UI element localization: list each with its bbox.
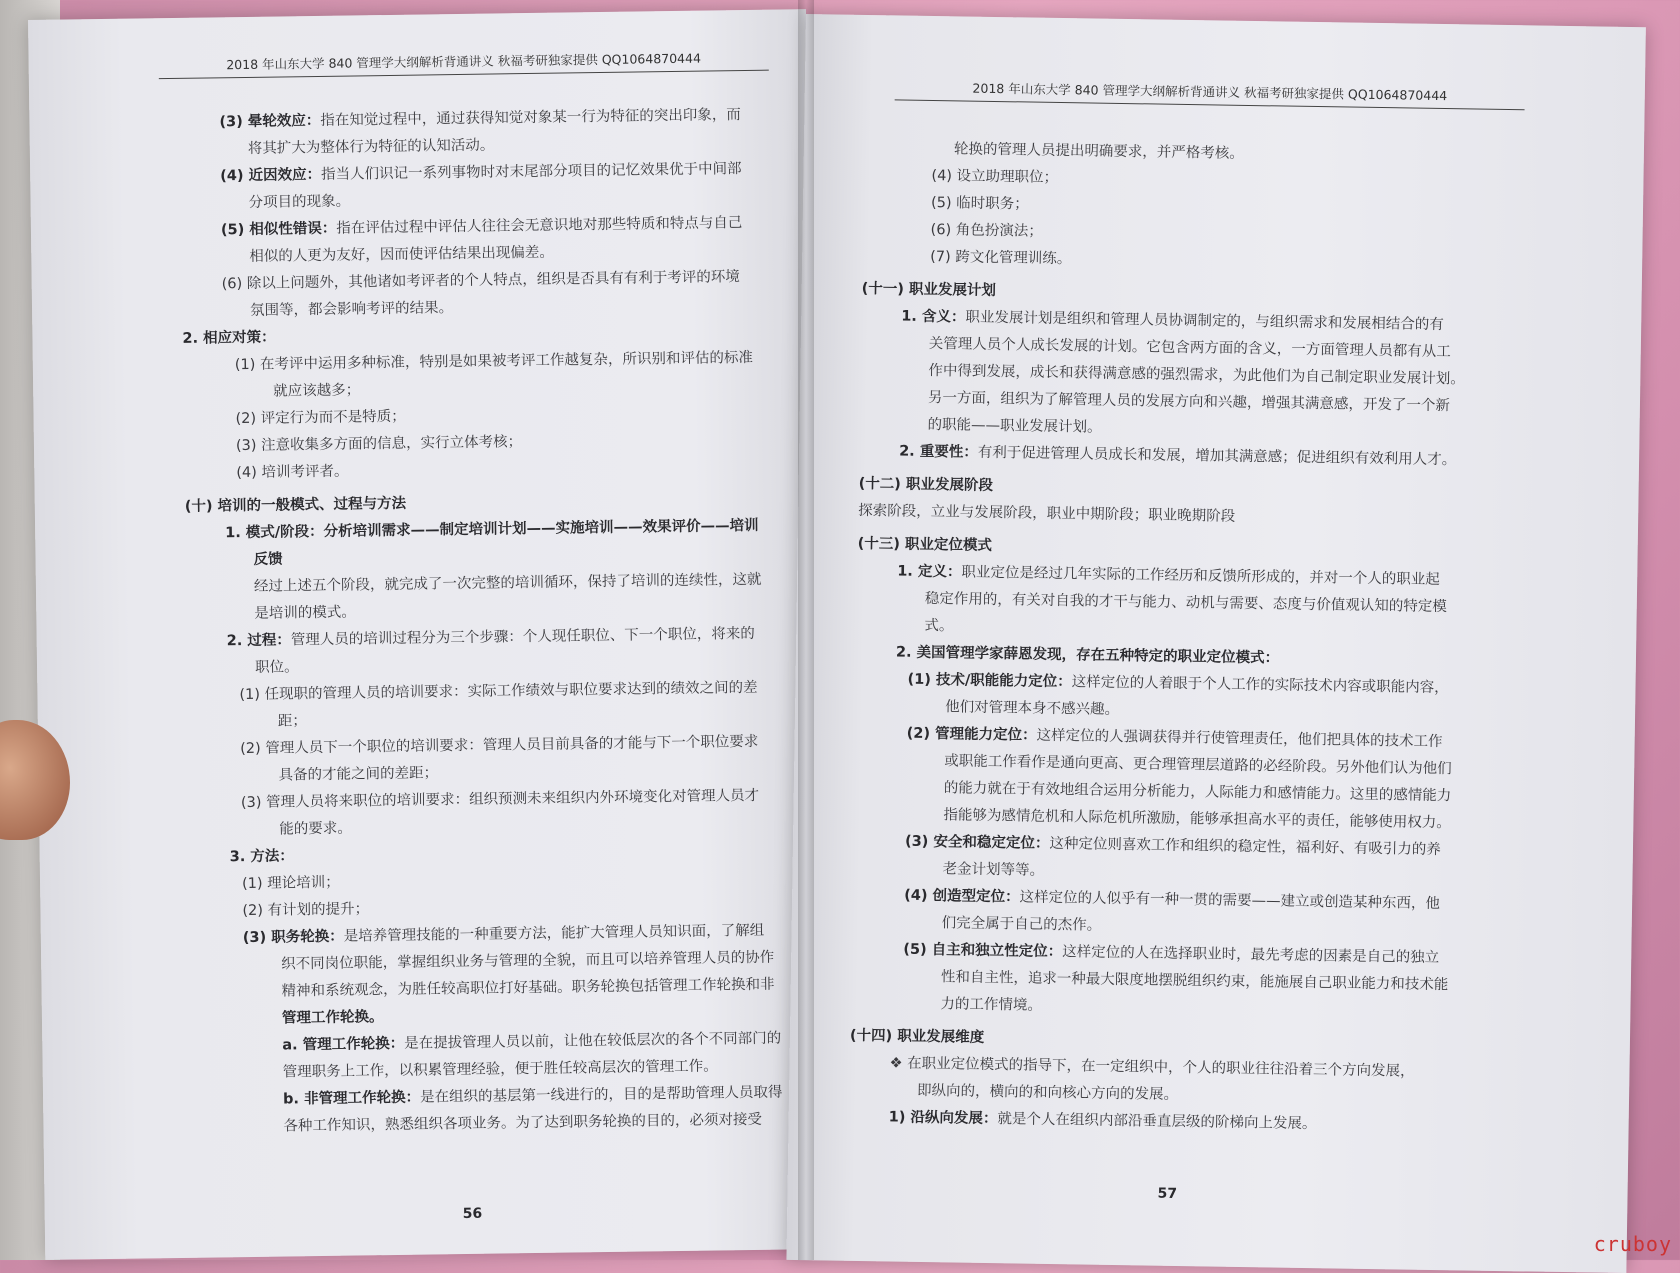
line-label: 1. 定义： [897,563,962,581]
watermark: cruboy [1593,1232,1672,1256]
line-text: 的职能——职业发展计划。 [927,416,1102,436]
line-label: (十四) 职业发展维度 [849,1027,985,1046]
line-text: 另一方面，组织为了解管理人员的发展方向和兴趣，增强其满意感，开发了一个新 [927,389,1451,415]
line-label: 1) 沿纵向发展： [888,1109,998,1128]
line-label: (1) 技术/职能能力定位： [907,671,1072,691]
line-text: 将其扩大为整体行为特征的认知活动。 [247,137,495,157]
line-label: (十) 培训的一般模式、过程与方法 [184,495,407,515]
line-text: 是在提拔管理人员以前，让他在较低层次的各个不同部门的 [404,1030,782,1052]
line-text: (3) 管理人员将来职位的培训要求：组织预测未来组织内外环境变化对管理人员才 [240,787,760,812]
line-label: (十一) 职业发展计划 [861,280,997,300]
line-label: a. 管理工作轮换： [282,1035,405,1054]
line-text: 这样定位的人着眼于个人工作的实际技术内容或职能内容， [1071,674,1449,697]
book-spine [798,0,814,1260]
line-label: (3) 晕轮效应： [219,112,321,131]
line-text: 能的要求。 [279,820,352,838]
line-text: 氛围等，都会影响考评的结果。 [249,300,454,319]
line-text: (1) 任现职的管理人员的培训要求：实际工作绩效与职位要求达到的绩效之间的差 [239,679,758,704]
line-text: 这种定位则喜欢工作和组织的稳定性，福利好、有吸引力的养 [1049,835,1441,859]
line-text: 就应该越多； [273,382,361,400]
line-text: (6) 除以上问题外，其他诸如考评者的个人特点，组织是否具有有利于考评的环境 [221,269,740,293]
line-label: 2. 相应对策： [182,329,276,347]
line-text: 是培养管理技能的一种重要方法，能扩大管理人员知识面，了解组 [343,922,765,945]
line-text: 们完全属于自己的杰作。 [941,915,1102,934]
line-text: 精神和系统观念，为胜任较高职位打好基础。职务轮换包括管理工作轮换和非 [281,976,775,1000]
line-label: (十二) 职业发展阶段 [858,475,994,494]
line-text: 性和自主性，追求一种最大限度地摆脱组织约束，能施展自己职业能力和技术能 [940,969,1449,994]
line-text: 轮换的管理人员提出明确要求，并严格考核。 [953,141,1244,162]
line-text: 老金计划等等。 [942,861,1045,879]
page-header: 2018 年山东大学 840 管理学大纲解析背通讲义 秋福考研独家提供 QQ1064870444 [159,48,769,80]
page-number: 56 [462,1205,483,1223]
line-label: b. 非管理工作轮换： [282,1089,421,1108]
line-label: 1. 模式/阶段：分析培训需求——制定培训计划——实施培训——效果评价——培训 [225,517,759,542]
line-label: (十三) 职业定位模式 [857,535,993,554]
page-header: 2018 年山东大学 840 管理学大纲解析背通讲义 秋福考研独家提供 QQ1064870444 [895,77,1525,110]
line-text: (1) 在考评中运用多种标准，特别是如果被考评工作越复杂，所识别和评估的标准 [234,349,754,374]
line-text: 具备的才能之间的差距； [278,765,439,784]
line-text: 即纵向的，横向的和向核心方向的发展。 [916,1082,1179,1103]
line-text: 这样定位的人在选择职业时，最先考虑的因素是自己的独立 [1062,944,1440,967]
line-text: 式。 [924,617,954,635]
line-label: 2. 美国管理学家薛恩发现，存在五种特定的职业定位模式： [895,644,1280,667]
line-label: (5) 相似性错误： [220,220,337,239]
line-text: (1) 理论培训； [241,874,340,893]
line-label: 3. 方法： [229,848,294,866]
line-text: 职位。 [254,659,299,676]
line-label: 管理工作轮换。 [281,1009,384,1027]
line-text: (4) 培训考评者。 [236,463,349,482]
line-text: 各种工作知识，熟悉组织各项业务。为了达到职务轮换的目的，必须对接受 [283,1111,763,1135]
left-page [28,9,823,1260]
line-label: (4) 近因效应： [220,166,322,185]
line-text: 指在知觉过程中，通过获得知觉对象某一行为特征的突出印象，而 [320,107,741,129]
line-text: (2) 有计划的提升； [242,901,370,920]
line-text: 指当人们识记一系列事物时对末尾部分项目的记忆效果优于中间部 [320,161,742,183]
line-text: ❖ 在职业定位模式的指导下，在一定组织中，个人的职业往往沿着三个方向发展， [889,1055,1415,1080]
line-text: 是在组织的基层第一线进行的，目的是帮助管理人员取得 [419,1084,783,1106]
page-body [848,135,1544,1142]
line-text: (6) 角色扮演法； [930,221,1043,240]
line-text: (3) 注意收集多方面的信息，实行立体考核； [235,434,523,455]
line-text: 分项目的现象。 [248,193,351,211]
line-text: 织不同岗位职能，掌握组织业务与管理的全貌，而且可以培养管理人员的协作 [281,949,775,973]
line-text: 就是个人在组织内部沿垂直层级的阶梯向上发展。 [997,1111,1317,1133]
right-page [786,14,1645,1273]
line-text: 稳定作用的，有关对自我的才干与能力、动机与需要、态度与价值观认知的特定模 [924,590,1447,616]
line-text: 管理职务上工作，以积累管理经验，便于胜任较高层次的管理工作。 [282,1058,718,1081]
line-label: 1. 含义： [901,308,966,326]
line-text: 相似的人更为友好，因而使评估结果出现偏差。 [249,244,554,265]
line-text: 有利于促进管理人员成长和发展，增加其满意感；促进组织有效利用人才。 [977,444,1457,469]
line-label: 反馈 [253,551,283,568]
line-text: 或职能工作看作是通向更高、更合理管理层道路的必经阶段。另外他们认为他们 [944,753,1452,778]
line-text: 经过上述五个阶段，就完成了一次完整的培训循环，保持了培训的连续性，这就 [253,571,762,595]
line-text: 指在评估过程中评估人往往会无意识地对那些特质和特点与自己 [336,215,743,237]
line-text: 距； [277,713,307,730]
line-label: 2. 过程： [226,632,291,650]
line-text: 职业定位是经过几年实际的工作经历和反馈所形成的，并对一个人的职业起 [961,564,1440,589]
line-label: (2) 管理能力定位： [906,725,1037,744]
line-text: 力的工作情境。 [940,996,1043,1014]
line-text: 是培训的模式。 [254,604,356,622]
line-text: (5) 临时职务； [930,194,1029,213]
line-text: 探索阶段，立业与发展阶段，职业中期阶段；职业晚期阶段 [858,502,1236,525]
line-label: (3) 职务轮换： [242,928,344,947]
line-text: 这样定位的人似乎有一种一贯的需要——建立或创造某种东西，他 [1019,889,1441,913]
line-text: 的能力就在于有效地组合运用分析能力，人际能力和感情能力。这里的感情能力 [943,780,1452,805]
line-text: 职业发展计划是组织和管理人员协调制定的，与组织需求和发展相结合的有 [965,309,1444,334]
line-text: 关管理人员个人成长发展的计划。它包含两方面的含义，一方面管理人员都有从工 [928,335,1451,361]
line-label: (3) 安全和稳定定位： [904,833,1050,852]
line-text: 作中得到发展，成长和获得满意感的强烈需求，为此他们为自己制定职业发展计划。 [928,362,1465,388]
line-text: 管理人员的培训过程分为三个步骤：个人现任职位、下一个职位，将来的 [290,625,755,649]
line-text: (7) 跨文化管理训练。 [930,248,1072,268]
page-number: 57 [1157,1185,1178,1202]
line-label: (4) 创造型定位： [904,887,1020,906]
line-label: (5) 自主和独立性定位： [903,941,1063,961]
line-label: 2. 重要性： [899,443,978,461]
line-text: 指能够为感情危机和人际危机所激励，能够承担高水平的责任，能够使用权力。 [943,807,1451,832]
page-body [179,102,793,1142]
line-text: 他们对管理本身不感兴趣。 [945,699,1120,719]
line-text: 这样定位的人强调获得并行使管理责任，他们把具体的技术工作 [1036,727,1443,751]
line-text: (2) 评定行为而不是特质； [235,408,406,428]
line-text: (2) 管理人员下一个职位的培训要求：管理人员目前具备的才能与下一个职位要求 [240,733,759,758]
line-text: (4) 设立助理职位； [931,167,1059,186]
